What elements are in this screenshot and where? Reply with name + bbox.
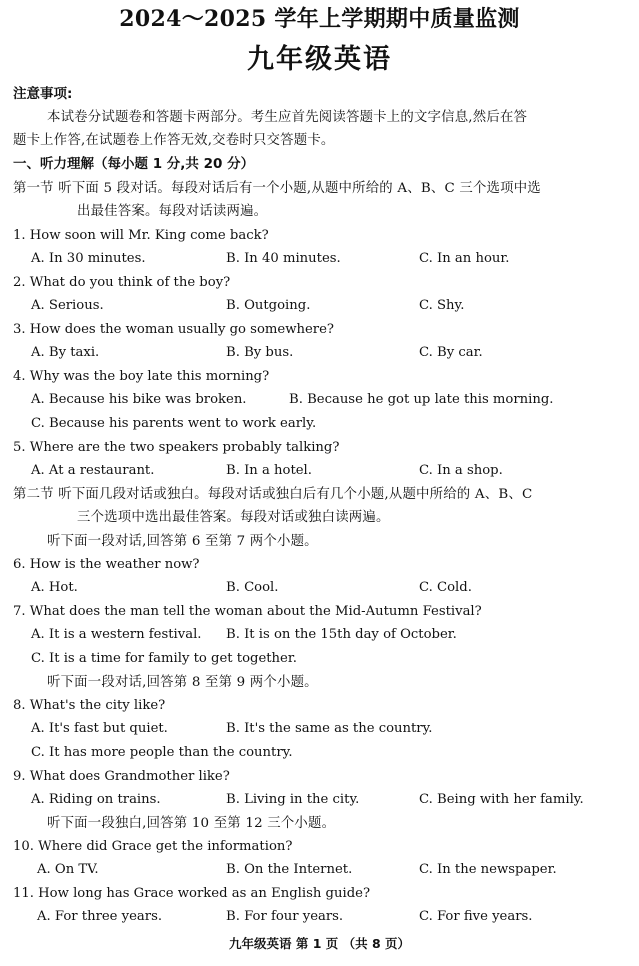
question-5-option-b: B. In a hotel. — [226, 463, 312, 478]
question-8-stem: 8. What's the city like? — [13, 698, 166, 713]
question-5-option-a: A. At a restaurant. — [31, 463, 155, 478]
question-5-stem: 5. Where are the two speakers probably talking? — [13, 440, 340, 455]
question-10-option-a: A. On TV. — [37, 862, 99, 877]
section2-line-1: 第二节 听下面几段对话或独白。每段对话或独白后有几个小题,从题中所给的 A、B、C — [13, 487, 533, 502]
exam-subtitle: 九年级英语 — [247, 44, 392, 75]
part1-heading: 一、听力理解（每小题 1 分,共 20 分） — [13, 156, 255, 172]
question-11-option-b: B. For four years. — [226, 909, 344, 924]
question-10-option-c: C. In the newspaper. — [419, 862, 557, 877]
question-9-option-c: C. Being with her family. — [419, 792, 584, 807]
question-3-stem: 3. How does the woman usually go somewhere? — [13, 322, 334, 337]
section1-line-1: 第一节 听下面 5 段对话。每段对话后有一个小题,从题中所给的 A、B、C 三个选项中选 — [13, 181, 541, 196]
question-9-stem: 9. What does Grandmother like? — [13, 769, 230, 784]
notes-line-1: 本试卷分试题卷和答题卡两部分。考生应首先阅读答题卡上的文字信息,然后在答 — [47, 110, 528, 125]
question-4-stem: 4. Why was the boy late this morning? — [13, 369, 270, 384]
question-4-option-c: C. Because his parents went to work early. — [31, 416, 317, 431]
notes-line-2: 题卡上作答,在试题卷上作答无效,交卷时只交答题卡。 — [13, 133, 335, 148]
instruction-8-9: 听下面一段对话,回答第 8 至第 9 两个小题。 — [47, 675, 318, 690]
question-10-stem: 10. Where did Grace get the information? — [13, 839, 293, 854]
question-8-option-b: B. It's the same as the country. — [226, 721, 433, 736]
question-8-option-c: C. It has more people than the country. — [31, 745, 293, 760]
exam-title: 2024～2025 学年上学期期中质量监测 — [119, 6, 520, 32]
question-1-option-b: B. In 40 minutes. — [226, 251, 341, 266]
question-2-stem: 2. What do you think of the boy? — [13, 275, 231, 290]
question-1-option-a: A. In 30 minutes. — [31, 251, 146, 266]
question-10-option-b: B. On the Internet. — [226, 862, 353, 877]
question-6-stem: 6. How is the weather now? — [13, 557, 200, 572]
question-6-option-c: C. Cold. — [419, 580, 472, 595]
question-11-option-a: A. For three years. — [37, 909, 163, 924]
question-2-option-c: C. Shy. — [419, 298, 465, 313]
section1-line-2: 出最佳答案。每段对话读两遍。 — [77, 204, 268, 219]
question-5-option-c: C. In a shop. — [419, 463, 503, 478]
question-9-option-a: A. Riding on trains. — [31, 792, 161, 807]
notes-heading: 注意事项: — [13, 86, 73, 102]
question-3-option-c: C. By car. — [419, 345, 483, 360]
question-4-option-a: A. Because his bike was broken. — [31, 392, 247, 407]
question-2-option-b: B. Outgoing. — [226, 298, 311, 313]
question-11-option-c: C. For five years. — [419, 909, 533, 924]
question-7-stem: 7. What does the man tell the woman about the Mid-Autumn Festival? — [13, 604, 482, 619]
question-7-option-b: B. It is on the 15th day of October. — [226, 627, 457, 642]
question-3-option-b: B. By bus. — [226, 345, 294, 360]
question-9-option-b: B. Living in the city. — [226, 792, 360, 807]
question-2-option-a: A. Serious. — [31, 298, 104, 313]
question-3-option-a: A. By taxi. — [31, 345, 100, 360]
instruction-6-7: 听下面一段对话,回答第 6 至第 7 两个小题。 — [47, 534, 318, 549]
question-1-option-c: C. In an hour. — [419, 251, 510, 266]
question-11-stem: 11. How long has Grace worked as an English guide? — [13, 886, 371, 901]
question-7-option-a: A. It is a western festival. — [31, 627, 202, 642]
page-footer: 九年级英语 第 1 页 （共 8 页） — [228, 936, 410, 951]
question-6-option-a: A. Hot. — [31, 580, 78, 595]
question-7-option-c: C. It is a time for family to get together. — [31, 651, 297, 666]
question-6-option-b: B. Cool. — [226, 580, 279, 595]
question-8-option-a: A. It's fast but quiet. — [31, 721, 168, 736]
question-4-option-b: B. Because he got up late this morning. — [289, 392, 554, 407]
section2-line-2: 三个选项中选出最佳答案。每段对话或独白读两遍。 — [77, 510, 390, 525]
question-1-stem: 1. How soon will Mr. King come back? — [13, 228, 269, 243]
instruction-10-12: 听下面一段独白,回答第 10 至第 12 三个小题。 — [47, 816, 336, 831]
